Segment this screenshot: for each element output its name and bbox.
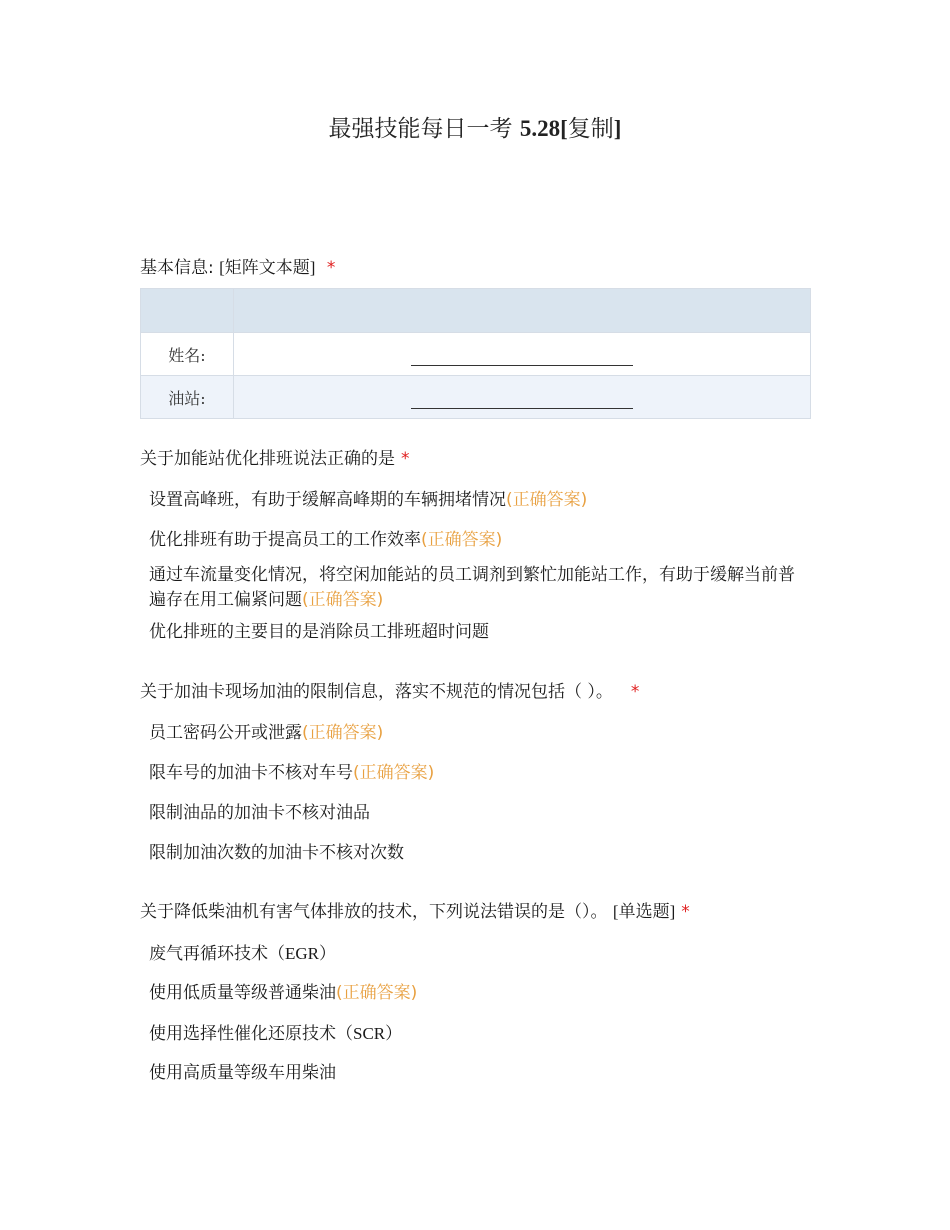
station-field-cell	[234, 376, 811, 419]
correct-answer-tag: (正确答案)	[302, 723, 384, 743]
option-text: 设置高峰班，有助于缓解高峰期的车辆拥堵情况	[149, 490, 506, 510]
option-text: 使用低质量等级普通柴油	[149, 983, 336, 1003]
question-1-option-3[interactable]	[149, 563, 809, 613]
question-text: 关于加油卡现场加油的限制信息，落实不规范的情况包括（ ）。	[140, 682, 613, 702]
question-text: 关于加能站优化排班说法正确的是	[140, 449, 395, 469]
question-3-option-2[interactable]	[149, 981, 809, 1006]
page-title-bracket: ]	[613, 116, 622, 141]
question-1-option-2[interactable]	[149, 528, 809, 553]
question-2-option-3[interactable]	[149, 801, 809, 826]
question-2-option-4[interactable]	[149, 841, 809, 866]
name-field[interactable]	[411, 347, 633, 366]
question-2-option-1[interactable]	[149, 721, 809, 746]
basic-info-title	[140, 253, 335, 278]
matrix-header-row	[141, 289, 811, 333]
question-text: 关于降低柴油机有害气体排放的技术，下列说法错误的是（）。	[140, 902, 608, 922]
correct-answer-tag: (正确答案)	[336, 983, 418, 1003]
question-1-option-4[interactable]	[149, 620, 809, 645]
option-text: 限制油品的加油卡不核对油品	[149, 803, 370, 823]
question-1-option-1[interactable]	[149, 488, 809, 513]
matrix-row-name	[141, 333, 811, 376]
option-text: 限车号的加油卡不核对车号	[149, 763, 353, 783]
page-title	[0, 110, 950, 143]
option-text: 使用选择性催化还原技术（	[149, 1024, 353, 1044]
matrix-header-answer-cell	[234, 289, 811, 333]
matrix-row-station	[141, 376, 811, 419]
question-3-title	[140, 897, 690, 922]
option-text-close: ）	[385, 1024, 403, 1044]
option-text: 优化排班的主要目的是消除员工排班超时问题	[149, 622, 489, 642]
option-text: 废气再循环技术（	[149, 944, 285, 964]
required-mark: *	[401, 449, 410, 469]
correct-answer-tag: (正确答案)	[421, 530, 503, 550]
required-mark: *	[326, 258, 336, 278]
question-2-option-2[interactable]	[149, 761, 809, 786]
page-title-copy: 复制	[567, 116, 614, 142]
name-field-cell	[234, 333, 811, 376]
question-1-title	[140, 444, 410, 469]
question-3-option-3[interactable]	[149, 1021, 809, 1047]
question-3-option-4[interactable]	[149, 1061, 809, 1086]
matrix-header-label-cell	[141, 289, 234, 333]
correct-answer-tag: (正确答案)	[302, 590, 384, 610]
question-2-title	[140, 677, 639, 702]
option-text: 员工密码公开或泄露	[149, 723, 302, 743]
page-title-number: 5.28[	[519, 116, 568, 141]
option-text-close: ）	[319, 944, 336, 964]
page-title-text: 最强技能每日一考	[328, 116, 513, 142]
required-mark: *	[630, 682, 640, 702]
option-text: 优化排班有助于提高员工的工作效率	[149, 530, 421, 550]
matrix-row-label: 油站:	[141, 376, 234, 419]
option-abbr: EGR	[285, 944, 319, 963]
option-text: 通过车流量变化情况，将空闲加能站的员工调剂到繁忙加能站工作，有助于缓解当前普遍存在用工偏紧问题	[149, 565, 795, 610]
basic-info-label: 基本信息:	[140, 258, 214, 278]
question-type: [矩阵文本题]	[219, 258, 316, 277]
correct-answer-tag: (正确答案)	[506, 490, 588, 510]
matrix-row-label: 姓名:	[141, 333, 234, 376]
option-text: 使用高质量等级车用柴油	[149, 1063, 336, 1083]
question-3-option-1[interactable]	[149, 941, 809, 967]
required-mark: *	[681, 902, 690, 922]
option-text: 限制加油次数的加油卡不核对次数	[149, 843, 404, 863]
option-abbr: SCR	[353, 1024, 386, 1043]
basic-info-matrix	[140, 288, 811, 419]
station-field[interactable]	[411, 390, 633, 409]
correct-answer-tag: (正确答案)	[353, 763, 435, 783]
question-type: [单选题]	[612, 902, 676, 921]
